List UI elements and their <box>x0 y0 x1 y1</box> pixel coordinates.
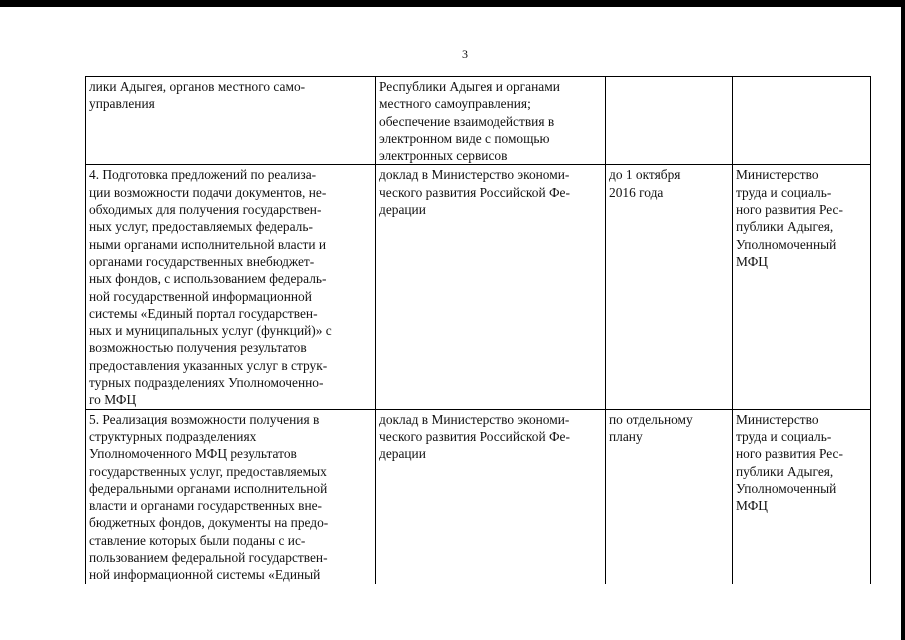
task-cell <box>86 165 376 409</box>
task-cell <box>86 409 376 583</box>
cell-text-line: государственных услуг, предоставляемых <box>89 463 327 479</box>
cell-text-line: плану <box>609 428 643 444</box>
cell-text-line: труда и социаль- <box>736 184 832 200</box>
cell-text-line: труда и социаль- <box>736 428 832 444</box>
cell-text-line: электронных сервисов <box>379 148 508 164</box>
deadline-cell <box>606 165 733 409</box>
cell-text-line: ными органами исполнительной власти и <box>89 236 327 252</box>
cell-text-line: Министерство <box>736 167 819 183</box>
cell-text-line: Министерство <box>736 411 819 427</box>
cell-text-line: ставление которых были поданы с ис- <box>89 532 306 548</box>
cell-text-line: ческого развития Российской Фе- <box>379 184 570 200</box>
cell-text-line: пользованием федеральной государствен- <box>89 550 328 566</box>
cell-text-line: МФЦ <box>736 253 768 269</box>
cell-text-line: возможностью получения результатов <box>89 340 307 356</box>
cell-text-line: ции возможности подачи документов, не- <box>89 184 327 200</box>
cell-text-line: ных и муниципальных услуг (функций)» с <box>89 323 332 339</box>
table-row <box>86 165 871 409</box>
cell-text-line: дерации <box>379 446 426 462</box>
deadline-cell <box>606 77 733 165</box>
scan-border-top <box>0 0 905 7</box>
result-cell <box>376 165 606 409</box>
cell-text-line: обходимых для получения государствен- <box>89 202 322 218</box>
cell-text-line: по отдельному <box>609 411 693 427</box>
cell-text-line: обеспечение взаимодействия в <box>379 113 555 129</box>
page-number: 3 <box>462 47 468 61</box>
cell-text-line: доклад в Министерство экономи- <box>379 411 570 427</box>
cell-text-line: Республики Адыгея и органами <box>379 79 560 94</box>
cell-text-line: ных услуг, предоставляемых федераль- <box>89 219 313 235</box>
cell-text-line: дерации <box>379 202 426 218</box>
cell-text-line: органами государственных внебюджет- <box>89 253 315 269</box>
cell-text-line: власти и органами государственных вне- <box>89 498 323 514</box>
cell-text-line: МФЦ <box>736 498 768 514</box>
cell-text-line: ных фондов, с использованием федераль- <box>89 271 327 287</box>
cell-text-line: го МФЦ <box>89 392 137 408</box>
responsible-cell <box>733 165 871 409</box>
cell-text-line: 2016 года <box>609 184 664 200</box>
cell-text-line: ного развития Рес- <box>736 202 843 218</box>
cell-text-line: 4. Подготовка предложений по реализа- <box>89 167 317 183</box>
cell-text-line: электронном виде с помощью <box>379 130 550 146</box>
cell-text-line: Уполномоченный <box>736 236 837 252</box>
cell-text-line: лики Адыгея, органов местного само- <box>89 79 306 94</box>
scan-border-right <box>901 0 905 640</box>
cell-text-line: местного самоуправления; <box>379 96 531 112</box>
result-cell <box>376 77 606 165</box>
cell-text-line: турных подразделениях Уполномоченно- <box>89 375 324 391</box>
cell-text-line: ческого развития Российской Фе- <box>379 428 570 444</box>
cell-text-line: федеральными органами исполнительной <box>89 480 328 496</box>
cell-text-line: системы «Единый портал государствен- <box>89 305 318 321</box>
result-cell <box>376 409 606 583</box>
cell-text-line: бюджетных фондов, документы на предо- <box>89 515 329 531</box>
deadline-cell <box>606 409 733 583</box>
task-cell <box>86 77 376 165</box>
responsible-cell <box>733 77 871 165</box>
responsible-cell <box>733 409 871 583</box>
table-row <box>86 409 871 583</box>
cell-text-line: ной государственной информационной <box>89 288 312 304</box>
cell-text-line: ной информационной системы «Единый <box>89 567 321 583</box>
cell-text-line: Уполномоченный <box>736 480 837 496</box>
cell-text-line: публики Адыгея, <box>736 463 834 479</box>
cell-text-line: ного развития Рес- <box>736 446 843 462</box>
cell-text-line: до 1 октября <box>609 167 681 183</box>
cell-text-line: доклад в Министерство экономи- <box>379 167 570 183</box>
cell-text-line: Уполномоченного МФЦ результатов <box>89 446 297 462</box>
cell-text-line: публики Адыгея, <box>736 219 834 235</box>
cell-text-line: структурных подразделениях <box>89 428 257 444</box>
table-row <box>86 77 871 165</box>
action-plan-table <box>85 76 871 584</box>
cell-text-line: 5. Реализация возможности получения в <box>89 411 320 427</box>
cell-text-line: предоставления указанных услуг в струк- <box>89 357 328 373</box>
cell-text-line: управления <box>89 96 155 112</box>
